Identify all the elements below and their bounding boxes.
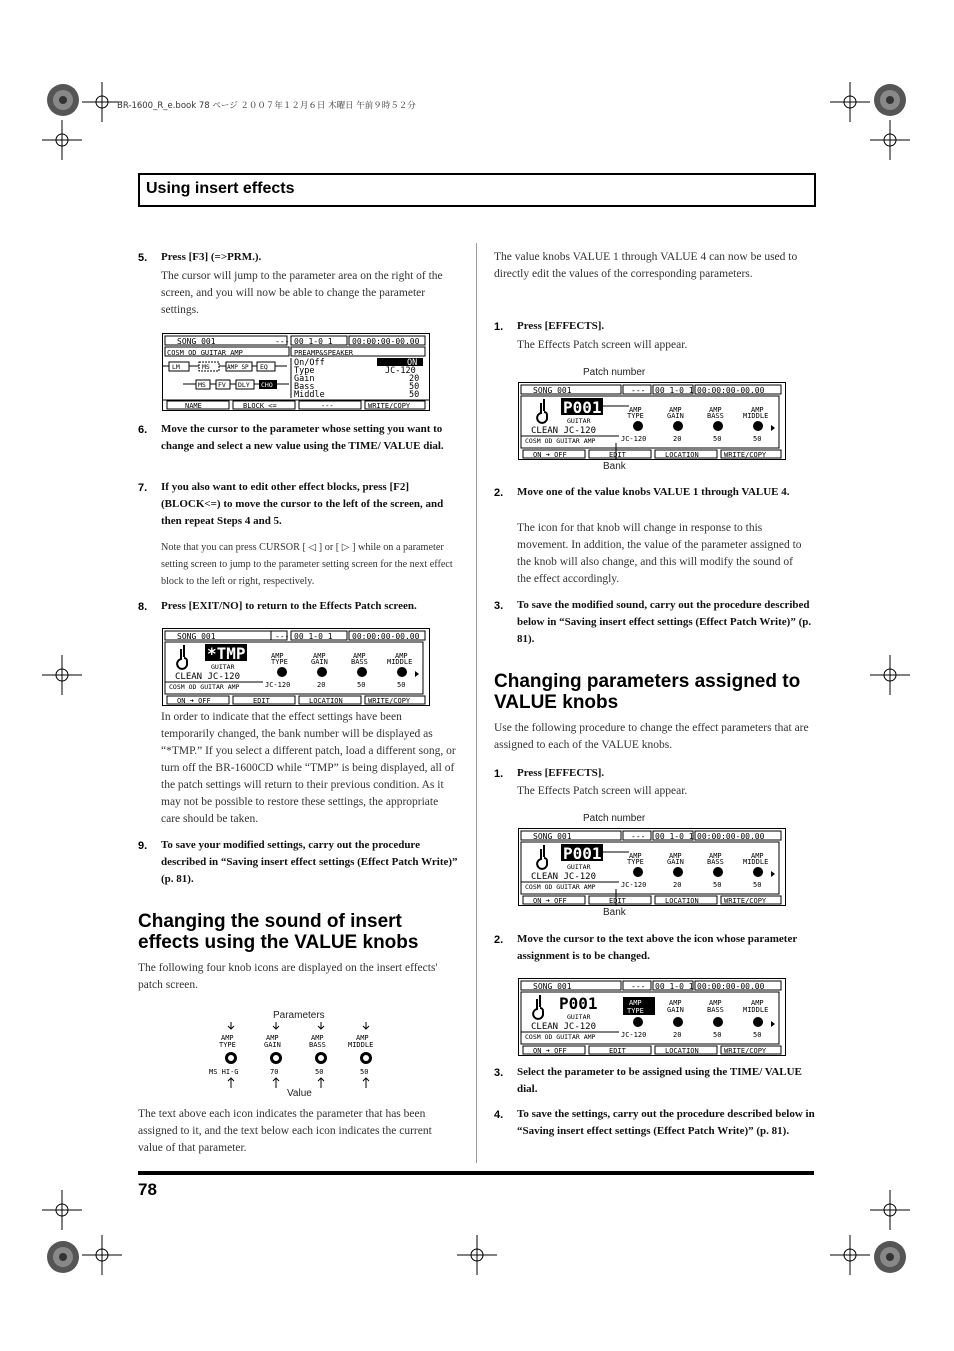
- svg-text:TYPE: TYPE: [627, 1007, 644, 1015]
- crop-mark-reg-icon: [43, 80, 83, 120]
- svg-text:WRITE/COPY: WRITE/COPY: [724, 451, 767, 459]
- lcd-time: 00:00:00-00.00: [352, 337, 420, 346]
- step-body: The cursor will jump to the parameter area on the right of the screen, and you will now be able to change the parameter settings.: [161, 270, 443, 316]
- svg-text:MS: MS: [198, 381, 206, 389]
- svg-text:GAIN: GAIN: [311, 658, 328, 666]
- step-number: 2.: [494, 487, 504, 499]
- page-header-title: Using insert effects: [146, 180, 295, 197]
- svg-text:SONG 001: SONG 001: [533, 832, 572, 841]
- svg-text:MIDDLE: MIDDLE: [743, 412, 769, 420]
- step-number: 6.: [138, 424, 148, 436]
- lcd-patch-screen: [518, 828, 786, 906]
- svg-text:DLY: DLY: [238, 381, 250, 389]
- svg-text:LM: LM: [172, 363, 180, 371]
- svg-text:AMP: AMP: [709, 852, 722, 860]
- svg-text:MIDDLE: MIDDLE: [348, 1041, 374, 1049]
- svg-text:AMP: AMP: [751, 999, 764, 1007]
- svg-text:---: ---: [631, 832, 646, 841]
- svg-text:50: 50: [713, 1031, 722, 1039]
- svg-text:JC-120: JC-120: [621, 1031, 647, 1039]
- svg-text:BASS: BASS: [707, 412, 724, 420]
- svg-text:JC-120: JC-120: [265, 681, 291, 689]
- svg-text:00:00:00-00.00: 00:00:00-00.00: [697, 982, 765, 991]
- lcd-patch-screen: [518, 382, 786, 460]
- svg-text:BASS: BASS: [707, 858, 724, 866]
- svg-text:AMP: AMP: [629, 999, 642, 1007]
- step-number: 4.: [494, 1109, 504, 1121]
- svg-text:COSM OD GUITAR AMP: COSM OD GUITAR AMP: [525, 437, 596, 445]
- svg-text:20: 20: [673, 881, 682, 889]
- step-title: Press [EFFECTS].: [517, 767, 605, 779]
- crosshair-icon: [830, 1235, 870, 1275]
- knob-params-label: Parameters: [273, 1010, 325, 1021]
- svg-text:AMP: AMP: [709, 999, 722, 1007]
- svg-text:WRITE/COPY: WRITE/COPY: [368, 402, 411, 410]
- svg-text:NAME: NAME: [185, 402, 202, 410]
- svg-text:AMP: AMP: [669, 852, 682, 860]
- svg-text:Middle: Middle: [294, 390, 325, 400]
- svg-text:WRITE/COPY: WRITE/COPY: [724, 1047, 767, 1055]
- svg-text:On/Off: On/Off: [294, 358, 325, 368]
- svg-text:20: 20: [409, 374, 420, 384]
- patch-number-label: Patch number: [583, 813, 646, 824]
- svg-text:00 1-0 1: 00 1-0 1: [655, 386, 694, 395]
- svg-text:JC-120: JC-120: [385, 366, 416, 376]
- svg-text:AMP: AMP: [629, 406, 642, 414]
- svg-text:AMP: AMP: [709, 406, 722, 414]
- svg-text:---: ---: [631, 982, 646, 991]
- svg-text:JC-120: JC-120: [621, 435, 647, 443]
- crop-mark-reg-icon: [870, 1237, 910, 1277]
- svg-text:AMP: AMP: [313, 652, 326, 660]
- svg-text:50: 50: [397, 681, 406, 689]
- svg-text:GAIN: GAIN: [264, 1041, 281, 1049]
- svg-text:COSM OD GUITAR AMP: COSM OD GUITAR AMP: [525, 883, 596, 891]
- svg-text:P001: P001: [563, 844, 602, 863]
- svg-text:ON ➜ OFF: ON ➜ OFF: [533, 897, 567, 905]
- patch-number-label: Patch number: [583, 367, 646, 378]
- svg-text:50: 50: [753, 435, 762, 443]
- svg-text:AMP: AMP: [353, 652, 366, 660]
- svg-text:GUITAR: GUITAR: [211, 663, 235, 671]
- crosshair-icon: [870, 655, 910, 695]
- svg-text:MIDDLE: MIDDLE: [743, 1006, 769, 1014]
- svg-text:LOCATION: LOCATION: [665, 1047, 699, 1055]
- svg-text:20: 20: [317, 681, 326, 689]
- lcd-counter: 00 1-0 1: [294, 337, 333, 346]
- crosshair-icon: [82, 1235, 122, 1275]
- step-title: Press [EXIT/NO] to return to the Effects Patch screen.: [161, 600, 417, 612]
- svg-text:TYPE: TYPE: [627, 412, 644, 420]
- knob-figure: [205, 1022, 395, 1088]
- svg-text:TYPE: TYPE: [271, 658, 288, 666]
- svg-text:AMP: AMP: [271, 652, 284, 660]
- svg-text:ON ➜ OFF: ON ➜ OFF: [533, 451, 567, 459]
- step-title: Press [F3] (=>PRM.).: [161, 251, 262, 263]
- step-body: The Effects Patch screen will appear.: [517, 785, 688, 797]
- svg-text:00:00:00-00.00: 00:00:00-00.00: [697, 832, 765, 841]
- svg-text:GAIN: GAIN: [667, 412, 684, 420]
- svg-text:MS HI-G: MS HI-G: [209, 1068, 239, 1076]
- svg-text:00:00:00-00.00: 00:00:00-00.00: [697, 386, 765, 395]
- right-intro: The value knobs VALUE 1 through VALUE 4 can now be used to directly edit the values of the corresponding parameters.: [494, 251, 798, 280]
- step-title: Select the parameter to be assigned using the TIME/ VALUE dial.: [517, 1066, 802, 1095]
- step-body: In order to indicate that the effect settings have been temporarily changed, the bank number will be displayed as “*TMP.” If you select a different patch, load a different song, or turn off the BR-1600CD while “TMP” is being displayed, all of the patch settings will return to their previous condition. As it may not be possible to restore these settings, the appropriate care should be taken.: [161, 711, 456, 825]
- svg-text:CLEAN JC-120: CLEAN JC-120: [531, 872, 597, 882]
- step-number: 5.: [138, 252, 148, 264]
- lcd-dashes: ---: [275, 337, 290, 346]
- svg-text:Gain: Gain: [294, 374, 315, 384]
- svg-text:50: 50: [409, 390, 420, 400]
- svg-text:*TMP: *TMP: [207, 644, 246, 663]
- svg-text:BASS: BASS: [309, 1041, 326, 1049]
- svg-text:TYPE: TYPE: [219, 1041, 236, 1049]
- svg-text:---: ---: [275, 632, 290, 641]
- step-number: 2.: [494, 934, 504, 946]
- svg-text:FV: FV: [218, 381, 226, 389]
- svg-text:EDIT: EDIT: [253, 697, 270, 705]
- lcd-right-title: PREAMP&SPEAKER: [294, 349, 354, 357]
- step-title: Move the cursor to the text above the icon whose parameter assignment is to be changed.: [517, 933, 798, 962]
- svg-text:LOCATION: LOCATION: [665, 451, 699, 459]
- svg-text:CLEAN JC-120: CLEAN JC-120: [531, 426, 597, 436]
- svg-text:GUITAR: GUITAR: [567, 1013, 591, 1021]
- crosshair-icon: [42, 655, 82, 695]
- section-intro: The following four knob icons are displayed on the insert effects' patch screen.: [138, 962, 438, 991]
- svg-text:AMP: AMP: [356, 1034, 369, 1042]
- svg-text:50: 50: [360, 1068, 369, 1076]
- bank-label: Bank: [603, 907, 626, 918]
- svg-text:TYPE: TYPE: [627, 858, 644, 866]
- svg-text:JC-120: JC-120: [621, 881, 647, 889]
- svg-text:MS: MS: [202, 363, 210, 371]
- svg-text:ON ➜ OFF: ON ➜ OFF: [533, 1047, 567, 1055]
- svg-text:---: ---: [321, 402, 334, 410]
- svg-text:00 1-0 1: 00 1-0 1: [655, 982, 694, 991]
- svg-text:SONG 001: SONG 001: [177, 632, 216, 641]
- svg-text:AMP: AMP: [629, 852, 642, 860]
- svg-text:50: 50: [753, 881, 762, 889]
- knob-value-label: Value: [287, 1088, 312, 1099]
- svg-text:AMP: AMP: [266, 1034, 279, 1042]
- svg-text:50: 50: [753, 1031, 762, 1039]
- svg-text:GAIN: GAIN: [667, 1006, 684, 1014]
- svg-text:MIDDLE: MIDDLE: [743, 858, 769, 866]
- svg-text:MIDDLE: MIDDLE: [387, 658, 413, 666]
- svg-text:EDIT: EDIT: [609, 451, 626, 459]
- svg-text:CLEAN JC-120: CLEAN JC-120: [175, 672, 241, 682]
- knob-1: [209, 1022, 239, 1088]
- lcd-song: SONG 001: [177, 337, 216, 346]
- svg-text:00 1-0 1: 00 1-0 1: [655, 832, 694, 841]
- section-heading: Changing the sound of insert effects using the VALUE knobs: [138, 911, 419, 953]
- svg-text:COSM OD GUITAR AMP: COSM OD GUITAR AMP: [525, 1033, 596, 1041]
- step-number: 1.: [494, 768, 504, 780]
- svg-text:AMP SP: AMP SP: [227, 364, 249, 371]
- knob-2: [264, 1022, 282, 1088]
- svg-text:50: 50: [713, 435, 722, 443]
- column-divider: [476, 243, 477, 1163]
- svg-text:AMP: AMP: [669, 406, 682, 414]
- svg-text:P001: P001: [559, 994, 598, 1013]
- step-number: 7.: [138, 482, 148, 494]
- svg-text:WRITE/COPY: WRITE/COPY: [368, 697, 411, 705]
- step-title: Move one of the value knobs VALUE 1 through VALUE 4.: [517, 486, 790, 498]
- svg-text:CHO: CHO: [261, 381, 273, 389]
- svg-text:00:00:00-00.00: 00:00:00-00.00: [352, 632, 420, 641]
- svg-text:LOCATION: LOCATION: [309, 697, 343, 705]
- svg-text:50: 50: [409, 382, 420, 392]
- section-intro: Use the following procedure to change the effect parameters that are assigned to each of the VALUE knobs.: [494, 722, 809, 751]
- svg-text:GUITAR: GUITAR: [567, 863, 591, 871]
- lcd-parameter-screen: [162, 333, 430, 411]
- svg-text:70: 70: [270, 1068, 279, 1076]
- step-note: Note that you can press CURSOR [ ◁ ] or [ ▷ ] while on a parameter setting screen to jump to the parameter setting screen for the next effect block to the left or right, respectively.: [161, 542, 453, 587]
- svg-text:AMP: AMP: [221, 1034, 234, 1042]
- svg-text:GAIN: GAIN: [667, 858, 684, 866]
- step-number: 3.: [494, 600, 504, 612]
- svg-text:GUITAR: GUITAR: [567, 417, 591, 425]
- svg-text:---: ---: [631, 386, 646, 395]
- svg-text:CLEAN JC-120: CLEAN JC-120: [531, 1022, 597, 1032]
- step-title: To save your modified settings, carry out the procedure described in “Saving insert effect settings (Effect Patch Write)” (p. 81).: [161, 839, 458, 885]
- bank-label: Bank: [603, 461, 626, 472]
- section-heading: Changing parameters assigned to VALUE knobs: [494, 671, 801, 713]
- svg-text:BLOCK <=: BLOCK <=: [243, 402, 277, 410]
- svg-text:BASS: BASS: [351, 658, 368, 666]
- step-title: To save the modified sound, carry out the procedure described below in “Saving insert effect settings (Effect Patch Write)” (p. 81).: [517, 599, 812, 645]
- crosshair-icon: [830, 82, 870, 122]
- crosshair-icon: [82, 82, 122, 122]
- svg-text:P001: P001: [563, 398, 602, 417]
- svg-text:50: 50: [357, 681, 366, 689]
- svg-text:WRITE/COPY: WRITE/COPY: [724, 897, 767, 905]
- svg-text:SONG 001: SONG 001: [533, 982, 572, 991]
- knob-4: [348, 1022, 373, 1088]
- crosshair-icon: [457, 1235, 497, 1275]
- lcd-left-title: COSM OD GUITAR AMP: [167, 349, 243, 357]
- svg-text:ON: ON: [407, 358, 418, 368]
- svg-text:50: 50: [713, 881, 722, 889]
- step-title: To save the settings, carry out the procedure described below in “Saving insert effect settings (Effect Patch Write)” (p. 81).: [517, 1108, 815, 1137]
- svg-text:AMP: AMP: [311, 1034, 324, 1042]
- svg-text:AMP: AMP: [395, 652, 408, 660]
- svg-text:EQ: EQ: [260, 363, 268, 371]
- step-number: 8.: [138, 601, 148, 613]
- lcd-assign-screen: [518, 978, 786, 1056]
- page-number: 78: [138, 1180, 157, 1199]
- step-title: Press [EFFECTS].: [517, 320, 605, 332]
- step-body: The icon for that knob will change in response to this movement. In addition, the value of the parameter assigned to the knob will also change, and this will modify the sound of the effect accordingly.: [517, 522, 802, 585]
- svg-text:BASS: BASS: [707, 1006, 724, 1014]
- lcd-tmp-patch-screen: [162, 628, 430, 706]
- svg-text:EDIT: EDIT: [609, 1047, 626, 1055]
- print-meta-line: BR-1600_R_e.book 78 ページ ２００７年１２月６日 木曜日 午前９時５２分: [117, 101, 416, 111]
- svg-text:20: 20: [673, 1031, 682, 1039]
- svg-text:EDIT: EDIT: [609, 897, 626, 905]
- svg-text:AMP: AMP: [751, 406, 764, 414]
- footer-rule: [138, 1171, 814, 1175]
- svg-text:Type: Type: [294, 366, 315, 376]
- crosshair-icon: [42, 120, 82, 160]
- svg-text:20: 20: [673, 435, 682, 443]
- svg-text:ON ➜ OFF: ON ➜ OFF: [177, 697, 211, 705]
- svg-text:AMP: AMP: [751, 852, 764, 860]
- crop-mark-reg-icon: [870, 80, 910, 120]
- crosshair-icon: [870, 1190, 910, 1230]
- svg-text:50: 50: [315, 1068, 324, 1076]
- step-number: 3.: [494, 1067, 504, 1079]
- svg-text:LOCATION: LOCATION: [665, 897, 699, 905]
- step-title: Move the cursor to the parameter whose setting you want to change and select a new value using the TIME/ VALUE dial.: [161, 423, 444, 452]
- svg-text:AMP: AMP: [669, 999, 682, 1007]
- svg-text:00 1-0 1: 00 1-0 1: [294, 632, 333, 641]
- step-number: 9.: [138, 840, 148, 852]
- step-body: The Effects Patch screen will appear.: [517, 339, 688, 351]
- crosshair-icon: [870, 120, 910, 160]
- closing-paragraph: The text above each icon indicates the parameter that has been assigned to it, and the text below each icon indicates the current value of that parameter.: [138, 1108, 432, 1154]
- crosshair-icon: [42, 1190, 82, 1230]
- svg-text:COSM OD GUITAR AMP: COSM OD GUITAR AMP: [169, 683, 240, 691]
- step-number: 1.: [494, 321, 504, 333]
- svg-text:Bass: Bass: [294, 382, 315, 392]
- crop-mark-reg-icon: [43, 1237, 83, 1277]
- knob-3: [309, 1022, 327, 1088]
- svg-text:SONG 001: SONG 001: [533, 386, 572, 395]
- step-title: If you also want to edit other effect blocks, press [F2] (BLOCK<=) to move the cursor to the left of the screen, and then repeat Steps 4 and 5.: [161, 481, 444, 527]
